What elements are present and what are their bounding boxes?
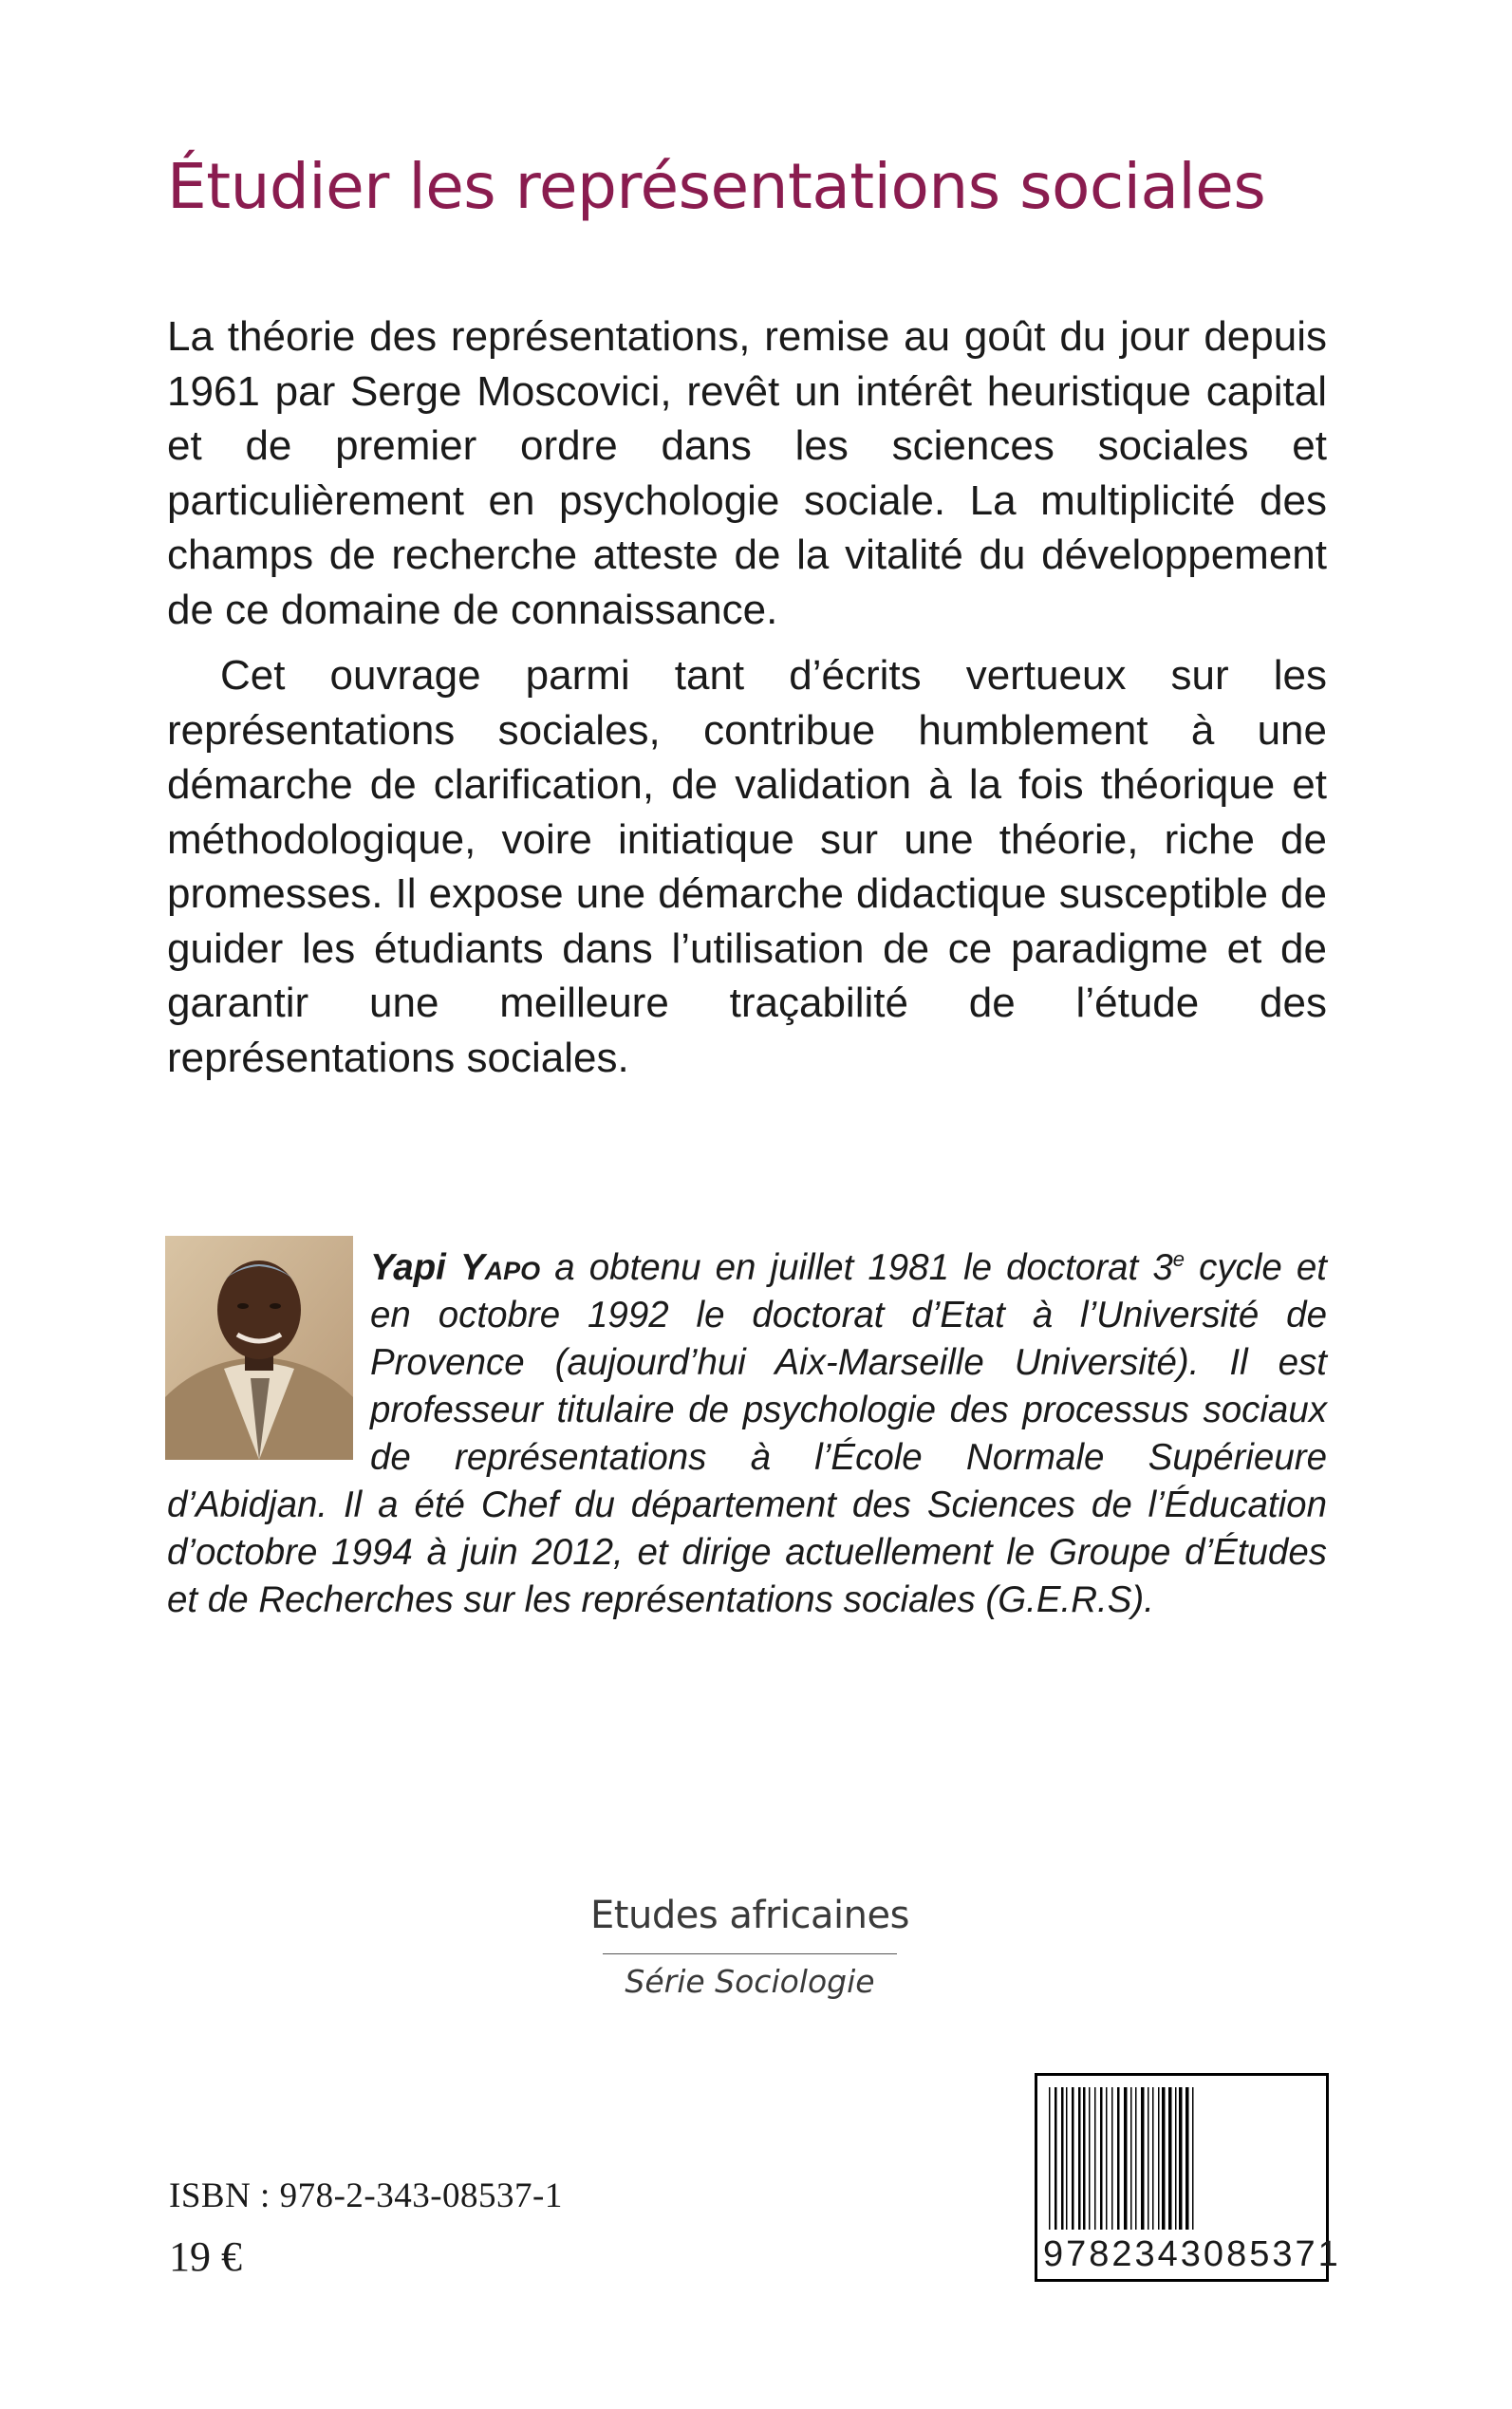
author-bio-superscript: e (1172, 1247, 1185, 1271)
barcode-bar (1162, 2087, 1166, 2230)
isbn: ISBN : 978-2-343-08537-1 (169, 2176, 563, 2215)
series-subseries: Série Sociologie (625, 1963, 875, 2000)
barcode-bar (1100, 2087, 1103, 2230)
author-bio-text: a obtenu en juillet 1981 le doctorat 3 (540, 1246, 1173, 1288)
barcode-bar (1158, 2087, 1160, 2230)
barcode-bar (1168, 2087, 1172, 2230)
barcode-bar (1192, 2087, 1194, 2230)
barcode-bar (1148, 2087, 1149, 2230)
summary-paragraph: Cet ouvrage parmi tant d’écrits vertueux sur les représentations sociales, contribue humblement à une démarche de clarification, de validation à la fois théorique et méthodologique, voire initiatique sur une théorie, riche de promesses. Il expose une démarche didactique susceptible de guider les étudiants dans l’utilisation de ce paradigme et de garantir une meilleure traçabilité de l’étude des représentations sociales. (167, 652, 1327, 1081)
summary-paragraph: La théorie des représentations, remise au goût du jour depuis 1961 par Serge Moscovici, revêt un intérêt heuristique capital et de premier ordre dans les sciences sociales et particulièrement en psychologie sociale. La multiplicité des champs de recherche atteste de la vitalité du développement de ce domaine de connaissance. (167, 313, 1327, 633)
author-bio-text-continued: cycle et en octobre 1992 le doctorat d’Etat à l’Université de Provence (aujourd’hui Aix-Marseille Université). Il est professeur titulaire de psychologie des processus sociaux de représentations à l’École Normale Supérieure d’Abidjan. Il a été Chef du département des Sciences de l’Éducation d’octobre 1994 à juin 2012, et dirige actuellement le Groupe d’Études et de Recherches sur les représentations sociales (G.E.R.S). (167, 1246, 1327, 1620)
barcode-bar (1135, 2087, 1137, 2230)
barcode-bar (1055, 2087, 1057, 2230)
book-title: Étudier les représentations sociales (167, 150, 1266, 223)
price: 19 € (169, 2233, 242, 2280)
barcode-bar (1089, 2087, 1091, 2230)
barcode-bar (1066, 2087, 1068, 2230)
author-bio (167, 1236, 1327, 1624)
barcode-bar (1152, 2087, 1154, 2230)
barcode-bar (1111, 2087, 1113, 2230)
barcode (1035, 2073, 1341, 2282)
barcode-digits: 9782343085371 (1043, 2234, 1341, 2274)
barcode-bar (1175, 2087, 1177, 2230)
barcode-bar (1124, 2087, 1128, 2230)
barcode-bar (1179, 2087, 1183, 2230)
barcode-bars (1047, 2087, 1316, 2230)
barcode-bar (1117, 2087, 1120, 2230)
barcode-bar (1078, 2087, 1081, 2230)
barcode-bar (1185, 2087, 1189, 2230)
barcode-bar (1130, 2087, 1132, 2230)
barcode-bar (1049, 2087, 1051, 2230)
barcode-bar (1106, 2087, 1108, 2230)
author-first-name: Yapi (370, 1246, 446, 1288)
barcode-bar (1072, 2087, 1074, 2230)
back-cover-summary (167, 309, 1327, 1085)
series-name: Etudes africaines (590, 1894, 909, 1937)
barcode-bar (1061, 2087, 1064, 2230)
barcode-bar (1083, 2087, 1086, 2230)
barcode-bar (1094, 2087, 1096, 2230)
barcode-bar (1141, 2087, 1145, 2230)
series-divider (603, 1953, 897, 1954)
author-last-name: Yapo (459, 1246, 541, 1288)
